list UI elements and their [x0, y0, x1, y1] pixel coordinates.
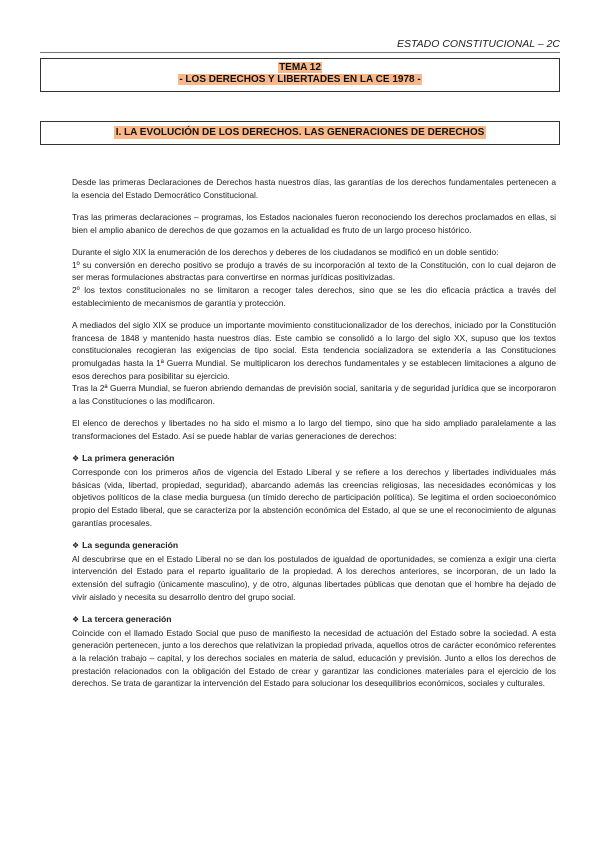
- paragraph-3-point-1: 1º su conversión en derecho positivo se produjo a través de su incorporación al texto de la Constitución, con lo cual dejaron de ser meras formulaciones abstractas para convertirse en normas jurídicas positivizadas.: [72, 259, 556, 283]
- section-heading-box: [40, 121, 560, 145]
- diamond-bullet-icon: ❖: [72, 540, 80, 550]
- paragraph-3-intro: Durante el siglo XIX la enumeración de los derechos y deberes de los ciudadanos se modificó en un doble sentido:: [72, 246, 499, 257]
- generation-2-text: Al descubrirse que en el Estado Liberal no se dan los postulados de igualdad de oportunidades, se comienza a exigir una cierta intervención del Estado para el reparto igualitario de la propiedad. A los derechos anteriores, se incorporan, de un lado la extensión del sufragio (únicamente masculino), y de otro, algunas libertades públicas que denotan que el hombre ha dejado de vivir aislado y necesita su desarrollo dentro del grupo social.: [72, 553, 556, 602]
- paragraph-5: El elenco de derechos y libertades no ha sido el mismo a lo largo del tiempo, sino que ha sido ampliado paralelamente a las transformaciones del Estado. Así se puede hablar de varias generaciones de derechos:: [72, 418, 556, 441]
- paragraph-4-continued: Tras la 2ª Guerra Mundial, se fueron abriendo demandas de previsión social, sanitaria y de seguridad jurídica que se incorporaron a las Constituciones o las modificaron.: [72, 383, 556, 407]
- diamond-bullet-icon: ❖: [72, 614, 80, 624]
- paragraph-2: Tras las primeras declaraciones – programas, los Estados nacionales fueron reconociendo los derechos proclamados en ellas, si bien el amplio abanico de derechos de que gozamos en la actualidad es fruto de un largo proceso histórico.: [72, 211, 556, 235]
- paragraph-3-point-2: 2º los textos constitucionales no se limitaron a recoger tales derechos, sino que se les dio eficacia práctica a través del establecimiento de mecanismos de garantía y protección.: [72, 284, 556, 308]
- document-body: [72, 176, 556, 700]
- tema-title-box: [40, 58, 560, 92]
- header-divider: [40, 52, 560, 53]
- generation-3-text: Coincide con el llamado Estado Social que puso de manifiesto la necesidad de actuación del Estado sobre la sociedad. A esta generación pertenecen, junto a los derechos que relativizan la propiedad privada, aquellos otros de carácter económico referentes a la relación trabajo – capital, y los derechos sociales en materia de salud, educación y previsión. Junto a ellos los derechos de prestación relacionados con la obligación del Estado de crear y garantizar las condiciones materiales para el ejercicio de los derechos. Se trata de garantizar la intervención del Estado para solucionar los desequilibrios económicos, sociales y culturales.: [72, 627, 556, 689]
- generation-1-title: ❖ La primera generación: [72, 453, 175, 464]
- diamond-bullet-icon: ❖: [72, 454, 80, 464]
- tema-subtitle: - LOS DERECHOS Y LIBERTADES EN LA CE 1978 -: [179, 74, 421, 85]
- generation-2-title: ❖ La segunda generación: [72, 539, 179, 550]
- generation-1-text: Corresponde con los primeros años de vigencia del Estado Liberal y se refiere a los derechos y libertades individuales más básicas (vida, libertad, propiedad, seguridad), abarcando además las creencias religiosas, las necesidades económicas y los objetivos políticos de la clase media burguesa (un tímido derecho de participación política). Se legitima el orden socioeconómico propio del Estado liberal, que se caracteriza por la abstención económica del Estado, al que se une el reconocimiento de algunas garantías procesales.: [72, 466, 556, 528]
- document-header: ESTADO CONSTITUCIONAL – 2C: [397, 38, 560, 50]
- paragraph-1: Desde las primeras Declaraciones de Derechos hasta nuestros días, las garantías de los derechos fundamentales pertenecen a la esencia del Estado Democrático Constitucional.: [72, 177, 556, 200]
- section-heading: I. LA EVOLUCIÓN DE LOS DERECHOS. LAS GENERACIONES DE DERECHOS: [115, 127, 485, 138]
- generation-3-title: ❖ La tercera generación: [72, 613, 172, 624]
- tema-title: TEMA 12: [279, 62, 321, 73]
- paragraph-4: A mediados del siglo XIX se produce un importante movimiento constitucionalizador de los derechos, iniciado por la Constitución francesa de 1848 y mantenido hasta nuestros días. Este cambio se consolidó a lo largo del siglo XX, supuso que los textos constitucionales recogieran las exigencias de tipo social. Esta tendencia socializadora se extendería a las Constituciones promulgadas hasta la 1ª Guerra Mundial. Se multiplicaron los derechos fundamentales y se establecen limitaciones a alguno de esos derechos para posibilitar su ejercicio.: [72, 319, 556, 381]
